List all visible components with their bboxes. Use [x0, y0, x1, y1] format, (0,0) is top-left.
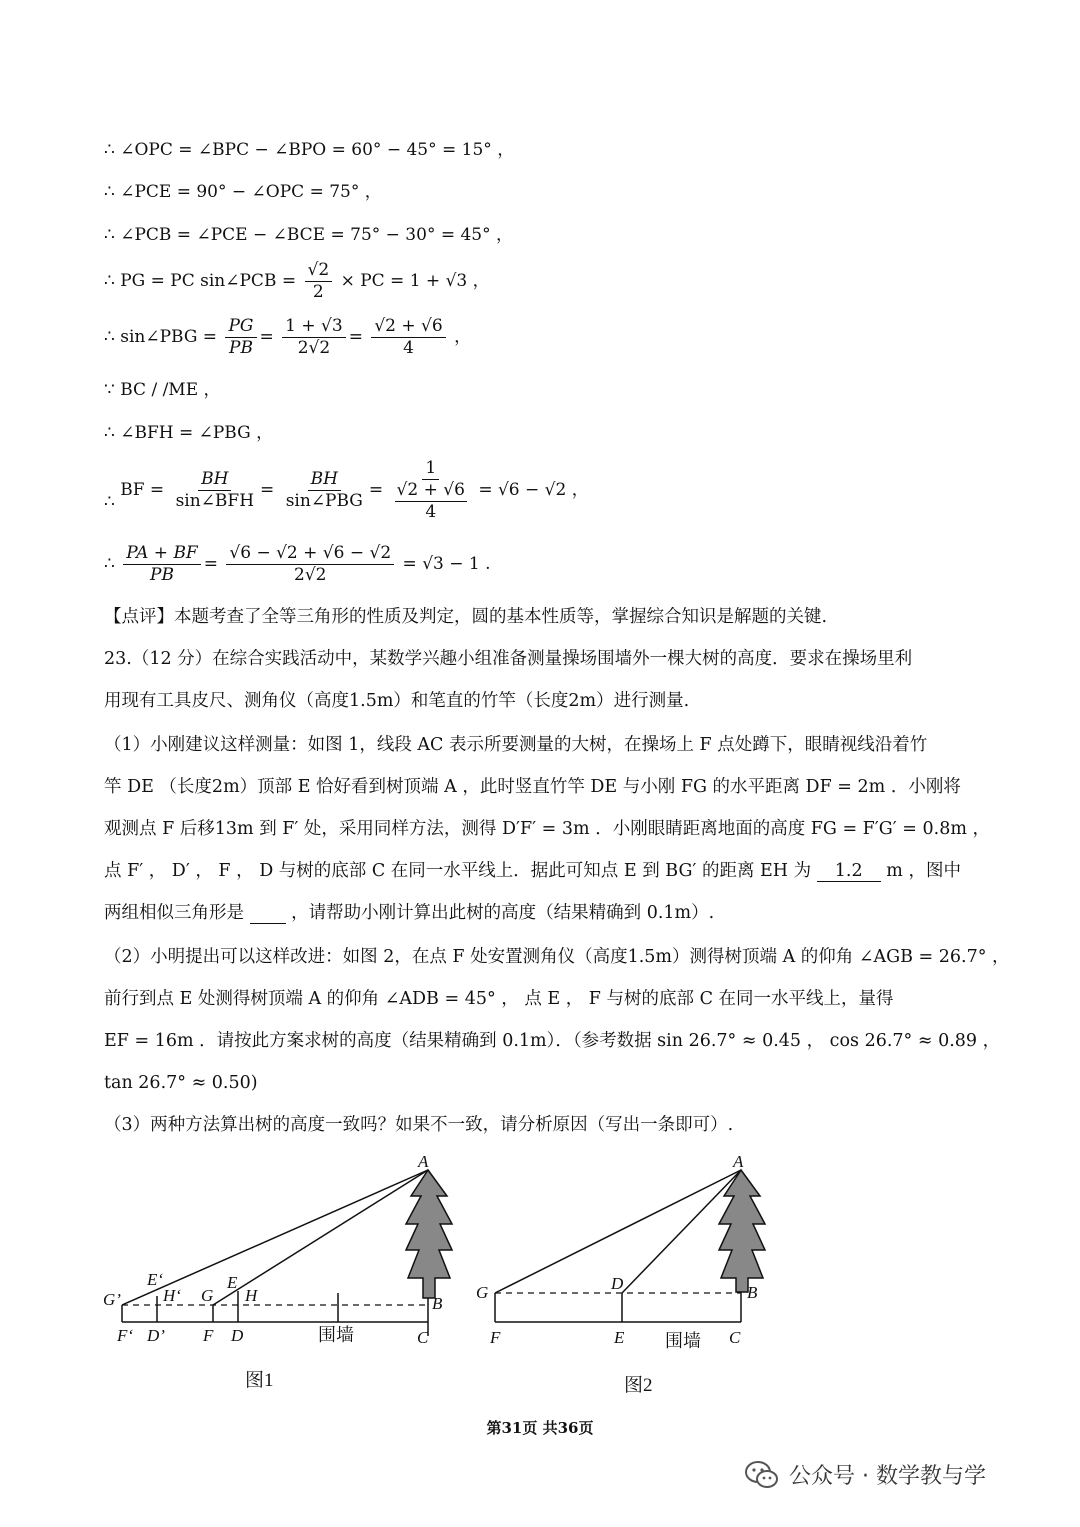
watermark-text: 公众号 · 数学教与学 [789, 1464, 986, 1489]
answer-blank: 1.2 [817, 863, 881, 882]
problem-line-7 [104, 905, 984, 924]
solution-line-8: ∴ BF = $\frac{BH}{\text{sin∠BFH}}$ = $\frac{BH}{\text{sin∠PBG}}$ = $\frac{1}{\frac{√2 + √6}{4}}$ = √6 − √2 ， [104, 458, 589, 522]
denominator: 2√2 [297, 338, 331, 358]
tree-shape [406, 1170, 452, 1298]
problem-line-7-lead: 两组相似三角形是 [104, 903, 244, 923]
wall-label: 围墙 [318, 1325, 354, 1345]
numerator: 1 + √3 [282, 318, 346, 338]
label-b: B [432, 1294, 443, 1313]
label-e: E [614, 1328, 625, 1347]
problem-line-6-tail: m ，图中 [886, 861, 961, 881]
solution-line-9: ∴ $\frac{PA + BF}{PB}$ = $\frac{√6 - √2 + √6 - √2}{2√2}$ = √3 − 1 . [104, 543, 491, 585]
solution-line-4-lead: ∴ PG = PC sin∠PCB = [104, 271, 297, 291]
empty-blank [250, 905, 286, 924]
label-f1: F‘ [117, 1326, 134, 1345]
label-e: E [227, 1273, 238, 1292]
watermark [745, 1459, 986, 1490]
denominator: 2 [312, 282, 324, 302]
page-footer: 第31页 共36页 [486, 1419, 594, 1437]
denominator [392, 480, 470, 521]
numerator: PA + BF [123, 545, 201, 565]
fraction [282, 318, 346, 357]
problem-line-11: tan 26.7° ≈ 0.50) [104, 1073, 258, 1093]
numerator: BH [198, 471, 231, 491]
figure-1-caption: 图1 [245, 1370, 274, 1391]
problem-line-6-lead: 点 F′ ， D′ ， F ， D 与树的底部 C 在同一水平线上．据此可知点 E 到 BG′ 的距离 EH 为 [104, 861, 812, 881]
label-a: A [733, 1152, 744, 1171]
solution-line-4-tail: × PC = 1 + √3 ， [340, 271, 490, 291]
label-d: D [611, 1274, 624, 1293]
label-g1: G’ [103, 1290, 121, 1309]
numerator: 1 [422, 460, 439, 480]
solution-line-8-lead: BF = [120, 480, 165, 500]
label-g: G [476, 1283, 489, 1302]
solution-line-9-tail: = √3 − 1 . [402, 554, 491, 574]
solution-line-2: ∴ ∠PCE = 90° − ∠OPC = 75° ， [104, 182, 382, 202]
problem-line-3: （1）小刚建议这样测量：如图 1，线段 AC 表示所要测量的大树，在操场上 F 点处蹲下，眼睛视线沿着竹 [104, 735, 928, 755]
fraction [173, 471, 257, 510]
figure-2 [470, 1150, 780, 1400]
fraction [392, 460, 470, 521]
therefore-symbol: ∴ [104, 492, 115, 512]
solution-line-7: ∴ ∠BFH = ∠PBG ， [104, 423, 274, 443]
denominator: PB [229, 338, 253, 358]
label-d1: D’ [147, 1326, 165, 1345]
fraction [225, 318, 256, 357]
problem-line-12: （3）两种方法算出树的高度一致吗？如果不一致，请分析原因（写出一条即可）. [104, 1115, 734, 1135]
problem-line-10: EF = 16m ．请按此方案求树的高度（结果精确到 0.1m）．（参考数据 sin 26.7° ≈ 0.45 ， cos 26.7° ≈ 0.89 ， [104, 1031, 1001, 1051]
problem-line-5: 观测点 F 后移13m 到 F′ 处，采用同样方法，测得 D′F′ = 3m ．小刚眼睛距离地面的高度 FG = F′G′ = 0.8m ， [104, 819, 991, 839]
sight-line-inner [213, 1170, 428, 1305]
solution-line-5-end: ， [454, 327, 472, 347]
denominator: PB [150, 565, 174, 585]
numerator: BH [308, 471, 341, 491]
label-c: C [417, 1328, 429, 1347]
fraction [226, 545, 394, 584]
problem-line-2: 用现有工具皮尺、测角仪（高度1.5m）和笔直的竹竿（长度2m）进行测量. [104, 691, 690, 711]
problem-line-7-tail: ，请帮助小刚计算出此树的高度（结果精确到 0.1m）. [291, 903, 715, 923]
wall-label: 围墙 [665, 1331, 701, 1351]
figure-1 [95, 1150, 475, 1400]
solution-line-1: ∴ ∠OPC = ∠BPC − ∠BPO = 60° − 45° = 15° ， [104, 140, 515, 160]
solution-line-3: ∴ ∠PCB = ∠PCE − ∠BCE = 75° − 30° = 45° ， [104, 225, 514, 245]
label-f: F [490, 1328, 501, 1347]
solution-line-5: ∴ sin∠PBG = $\frac{PG}{PB}$ = $\frac{1 + √3}{2√2}$ = $\frac{√2 + √6}{4}$ ， [104, 316, 472, 358]
denominator: 2√2 [294, 565, 327, 585]
nested-numerator: √2 + √6 [396, 480, 465, 500]
label-b: B [747, 1283, 758, 1302]
problem-line-8: （2）小明提出可以这样改进：如图 2，在点 F 处安置测角仪（高度1.5m）测得树顶端 A 的仰角 ∠AGB = 26.7° ， [104, 947, 1010, 967]
sight-line-outer [122, 1170, 428, 1305]
solution-line-4 [104, 262, 490, 301]
label-c: C [729, 1328, 741, 1347]
therefore-symbol: ∴ [104, 554, 115, 574]
denominator: sin∠PBG [285, 491, 363, 511]
denominator: 4 [403, 338, 414, 358]
fraction [305, 262, 333, 301]
label-g: G [201, 1286, 214, 1305]
label-f: F [203, 1326, 214, 1345]
label-h: H [245, 1286, 258, 1305]
label-e1: E‘ [147, 1270, 164, 1289]
solution-line-5-lead: ∴ sin∠PBG = [104, 327, 218, 347]
fraction [123, 545, 201, 584]
label-d: D [231, 1326, 244, 1345]
figure-2-caption: 图2 [624, 1375, 653, 1396]
wechat-icon [745, 1461, 779, 1489]
denominator: sin∠BFH [175, 491, 255, 511]
nested-denominator: 4 [425, 502, 437, 522]
problem-line-1: 23.（12 分）在综合实践活动中，某数学兴趣小组准备测量操场围墙外一棵大树的高度．要求在操场里利 [104, 649, 913, 669]
solution-line-8-tail: = √6 − √2 ， [478, 480, 589, 500]
numerator: PG [225, 318, 256, 338]
problem-line-9: 前行到点 E 处测得树顶端 A 的仰角 ∠ADB = 45° ， 点 E ， F 与树的底部 C 在同一水平线上，量得 [104, 989, 894, 1009]
fraction [371, 318, 445, 357]
tree-shape [719, 1170, 765, 1292]
numerator: √6 − √2 + √6 − √2 [226, 545, 394, 565]
numerator: √2 [305, 262, 333, 282]
label-a: A [418, 1152, 429, 1171]
fraction [283, 471, 366, 510]
comment-paragraph: 【点评】本题考查了全等三角形的性质及判定，圆的基本性质等，掌握综合知识是解题的关键. [104, 607, 828, 627]
solution-line-6: ∵ BC / /ME ， [104, 380, 221, 400]
numerator: √2 + √6 [371, 318, 445, 338]
label-h1: H‘ [163, 1286, 181, 1305]
problem-line-6 [104, 863, 984, 882]
problem-line-4: 竿 DE （长度2m）顶部 E 恰好看到树顶端 A ，此时竖直竹竿 DE 与小刚 FG 的水平距离 DF = 2m ．小刚将 [104, 777, 961, 797]
